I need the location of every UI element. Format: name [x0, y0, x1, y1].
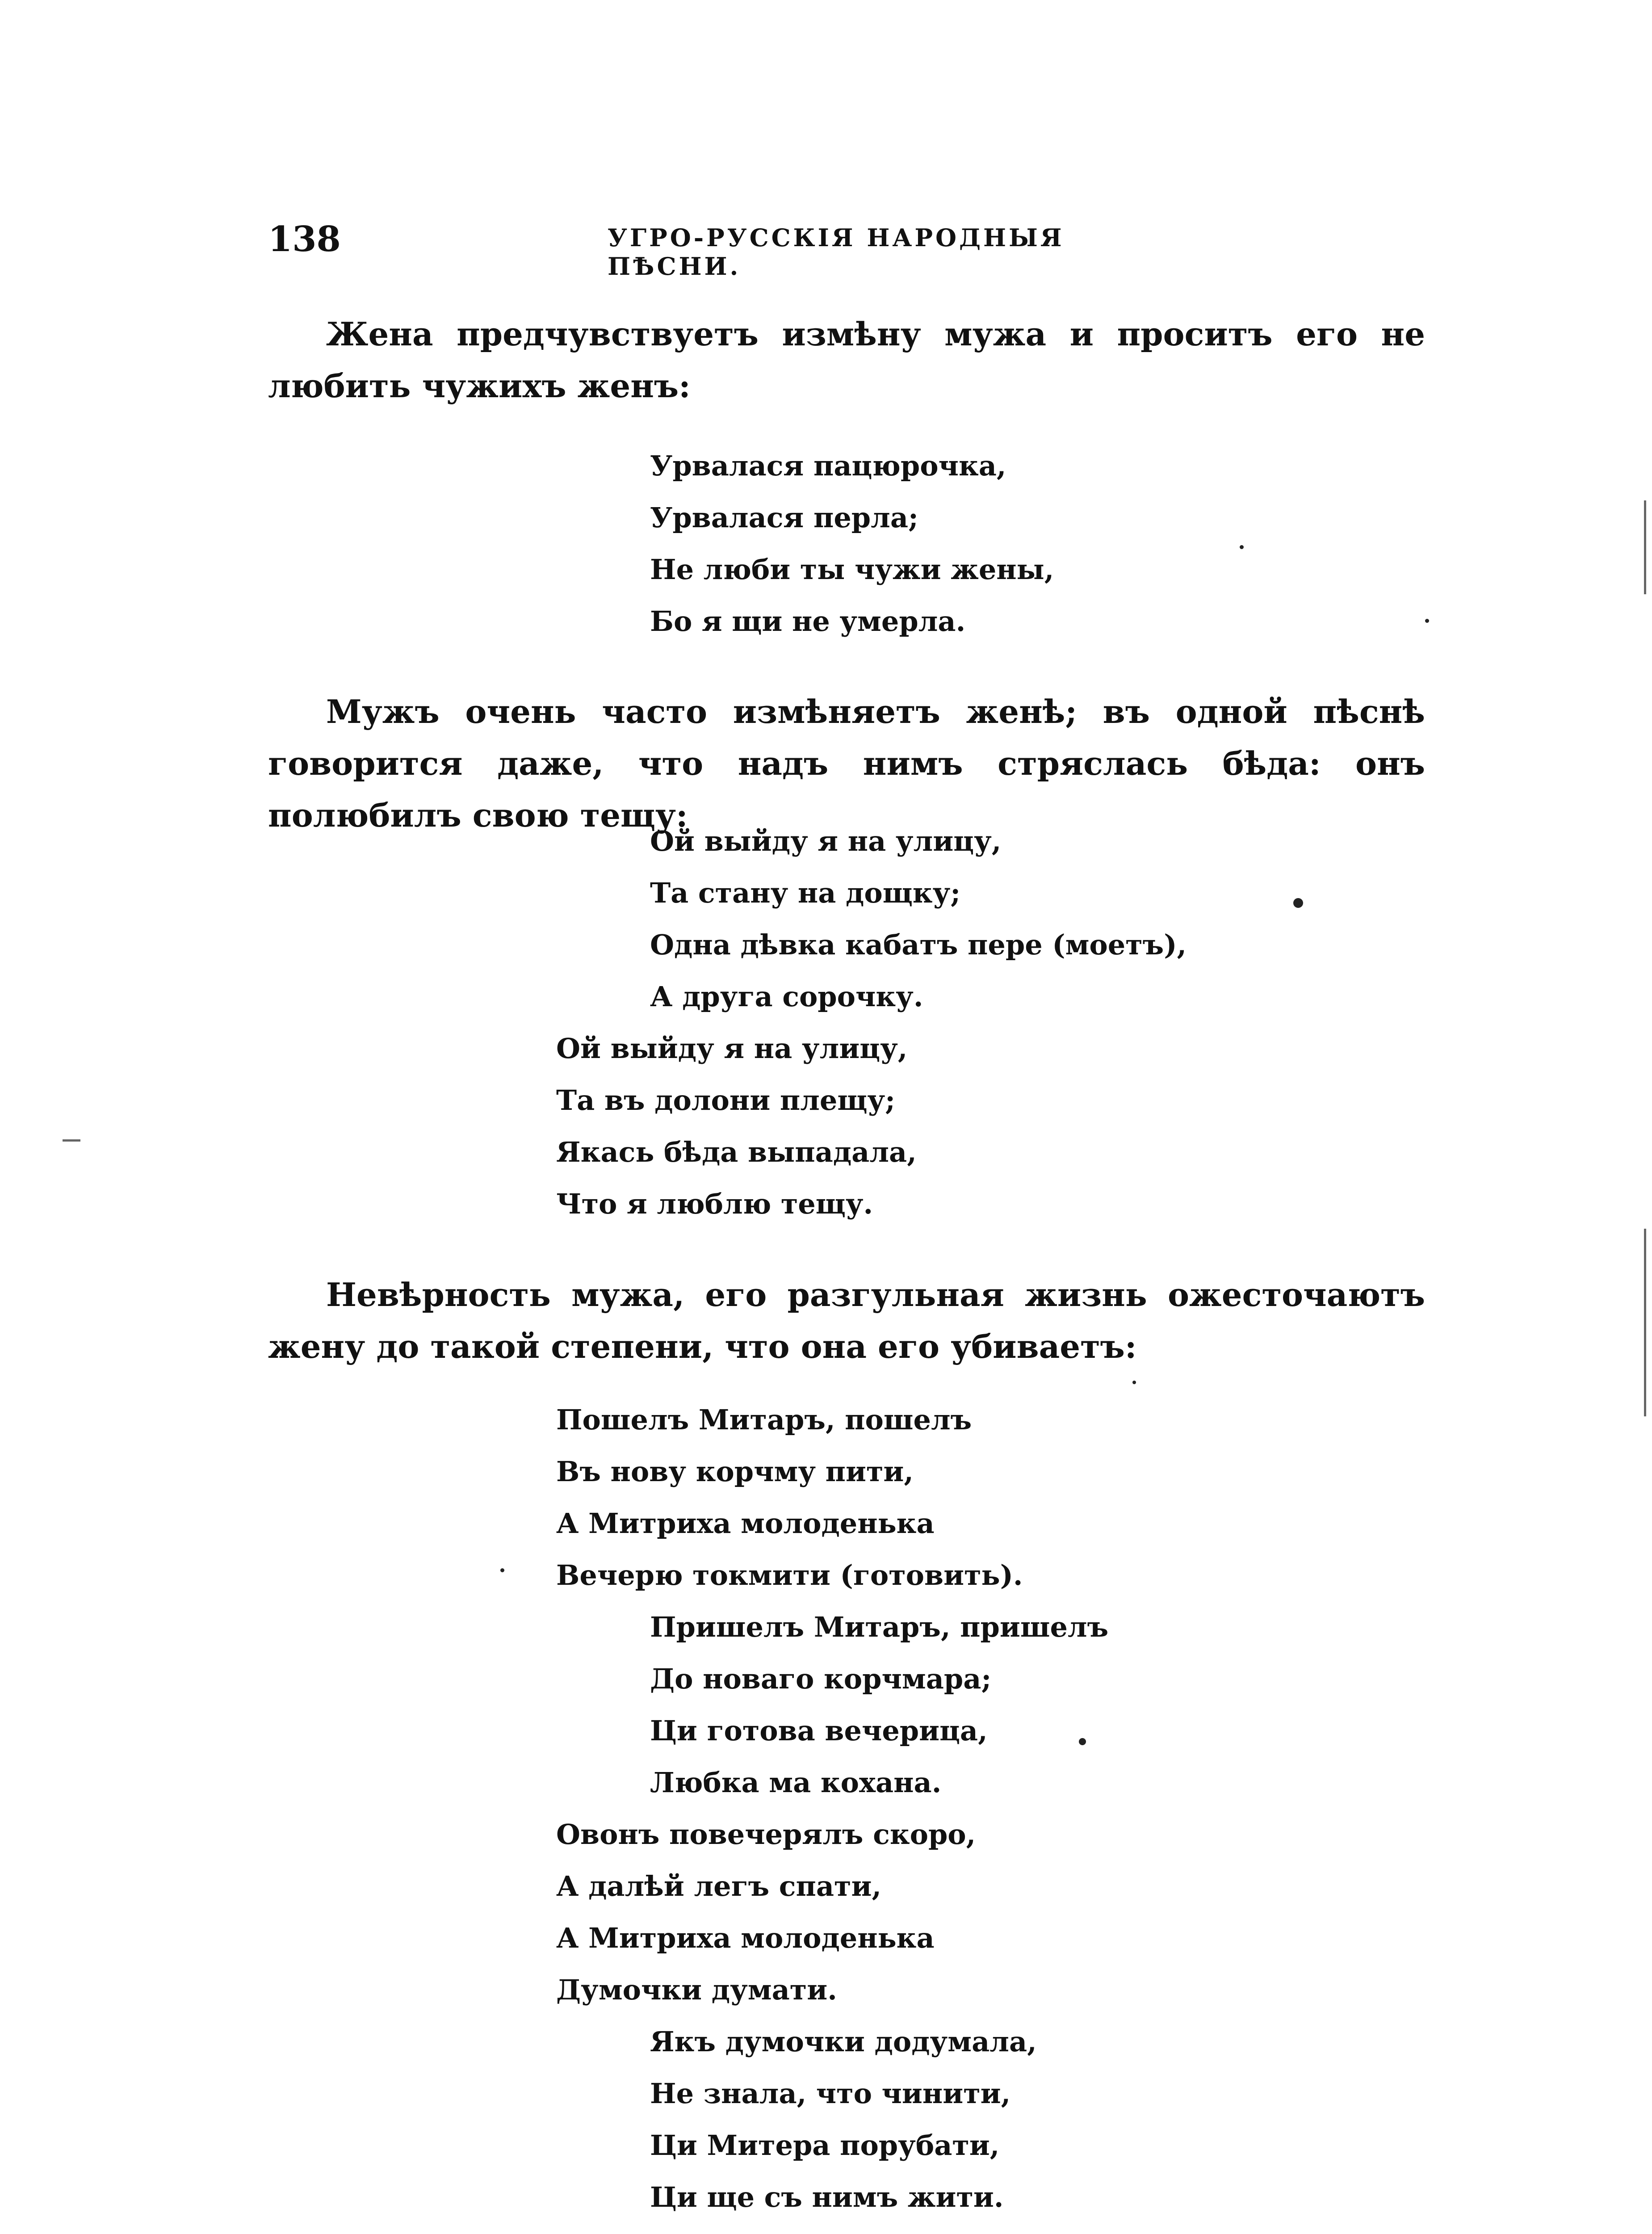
running-title: УГРО-РУССКІЯ НАРОДНЫЯ ПѢСНИ.	[608, 223, 1065, 281]
verse-line: А Митриха молоденька	[556, 1922, 935, 1954]
verse-line: Овонъ повечерялъ скоро,	[556, 1818, 976, 1851]
verse-line: Ой выйду я на улицу,	[556, 1032, 908, 1065]
verse-line: До новаго корчмара;	[650, 1663, 992, 1695]
scan-edge-mark	[63, 1139, 80, 1142]
verse-line: А друга сорочку.	[650, 980, 923, 1013]
verse-line: Ци Митера порубати,	[650, 2129, 1000, 2162]
verse-line: Пришелъ Митаръ, пришелъ	[650, 1611, 1109, 1643]
verse-line: Любка ма кохана.	[650, 1766, 942, 1799]
verse-line: Ой выйду я на улицу,	[650, 825, 1002, 857]
verse-line: Урвалася перла;	[650, 501, 918, 534]
scan-speck	[1132, 1381, 1136, 1384]
scan-edge-mark	[1644, 1229, 1646, 1416]
verse-line: Ци готова вечерица,	[650, 1714, 988, 1747]
scan-speck	[1079, 1738, 1086, 1745]
scan-speck	[1425, 619, 1429, 623]
verse-line: Та въ долони плещу;	[556, 1084, 896, 1117]
verse-line: Что я люблю тещу.	[556, 1188, 873, 1220]
verse-line: А далѣй легъ спати,	[556, 1870, 882, 1902]
verse-line: Не люби ты чужи жены,	[650, 553, 1054, 586]
verse-stanza	[650, 440, 1054, 647]
verse-line: Думочки думати.	[556, 1974, 837, 2006]
verse-line: Пошелъ Митаръ, пошелъ	[556, 1403, 972, 1436]
scan-edge-mark	[1644, 500, 1646, 594]
scan-speck	[500, 1568, 504, 1572]
verse-line: Урвалася пацюрочка,	[650, 449, 1006, 482]
scan-speck	[1240, 545, 1244, 549]
prose-paragraph: Жена предчувствуетъ измѣну мужа и проситъ его не любить чужихъ женъ:	[268, 315, 1425, 405]
verse-stanza	[556, 815, 1187, 1230]
verse-line: Та стану на дощку;	[650, 877, 961, 909]
verse-stanza	[556, 1394, 1108, 2223]
verse-line: Ци ще съ нимъ жити.	[650, 2181, 1004, 2213]
verse-line: Въ нову корчму пити,	[556, 1455, 914, 1488]
verse-line: Вечерю токмити (готовить).	[556, 1559, 1023, 1592]
verse-line: Якъ думочки додумала,	[650, 2025, 1037, 2058]
prose-paragraph: Невѣрность мужа, его разгульная жизнь ожесточаютъ жену до такой степени, что она его убиваетъ:	[268, 1276, 1425, 1365]
scan-speck	[1293, 898, 1303, 908]
verse-line: Не знала, что чинити,	[650, 2077, 1011, 2110]
verse-line: А Митриха молоденька	[556, 1507, 935, 1540]
page-number: 138	[268, 219, 341, 260]
verse-line: Одна дѣвка кабатъ пере (моетъ),	[650, 928, 1187, 961]
verse-line: Бо я щи не умерла.	[650, 605, 966, 638]
prose-paragraph: Мужъ очень часто измѣняетъ женѣ; въ одной пѣснѣ говорится даже, что надъ нимъ стряслась бѣда: онъ полюбилъ свою тещу:	[268, 693, 1425, 834]
page-header	[268, 219, 1139, 281]
verse-line: Якась бѣда выпадала,	[556, 1136, 917, 1168]
